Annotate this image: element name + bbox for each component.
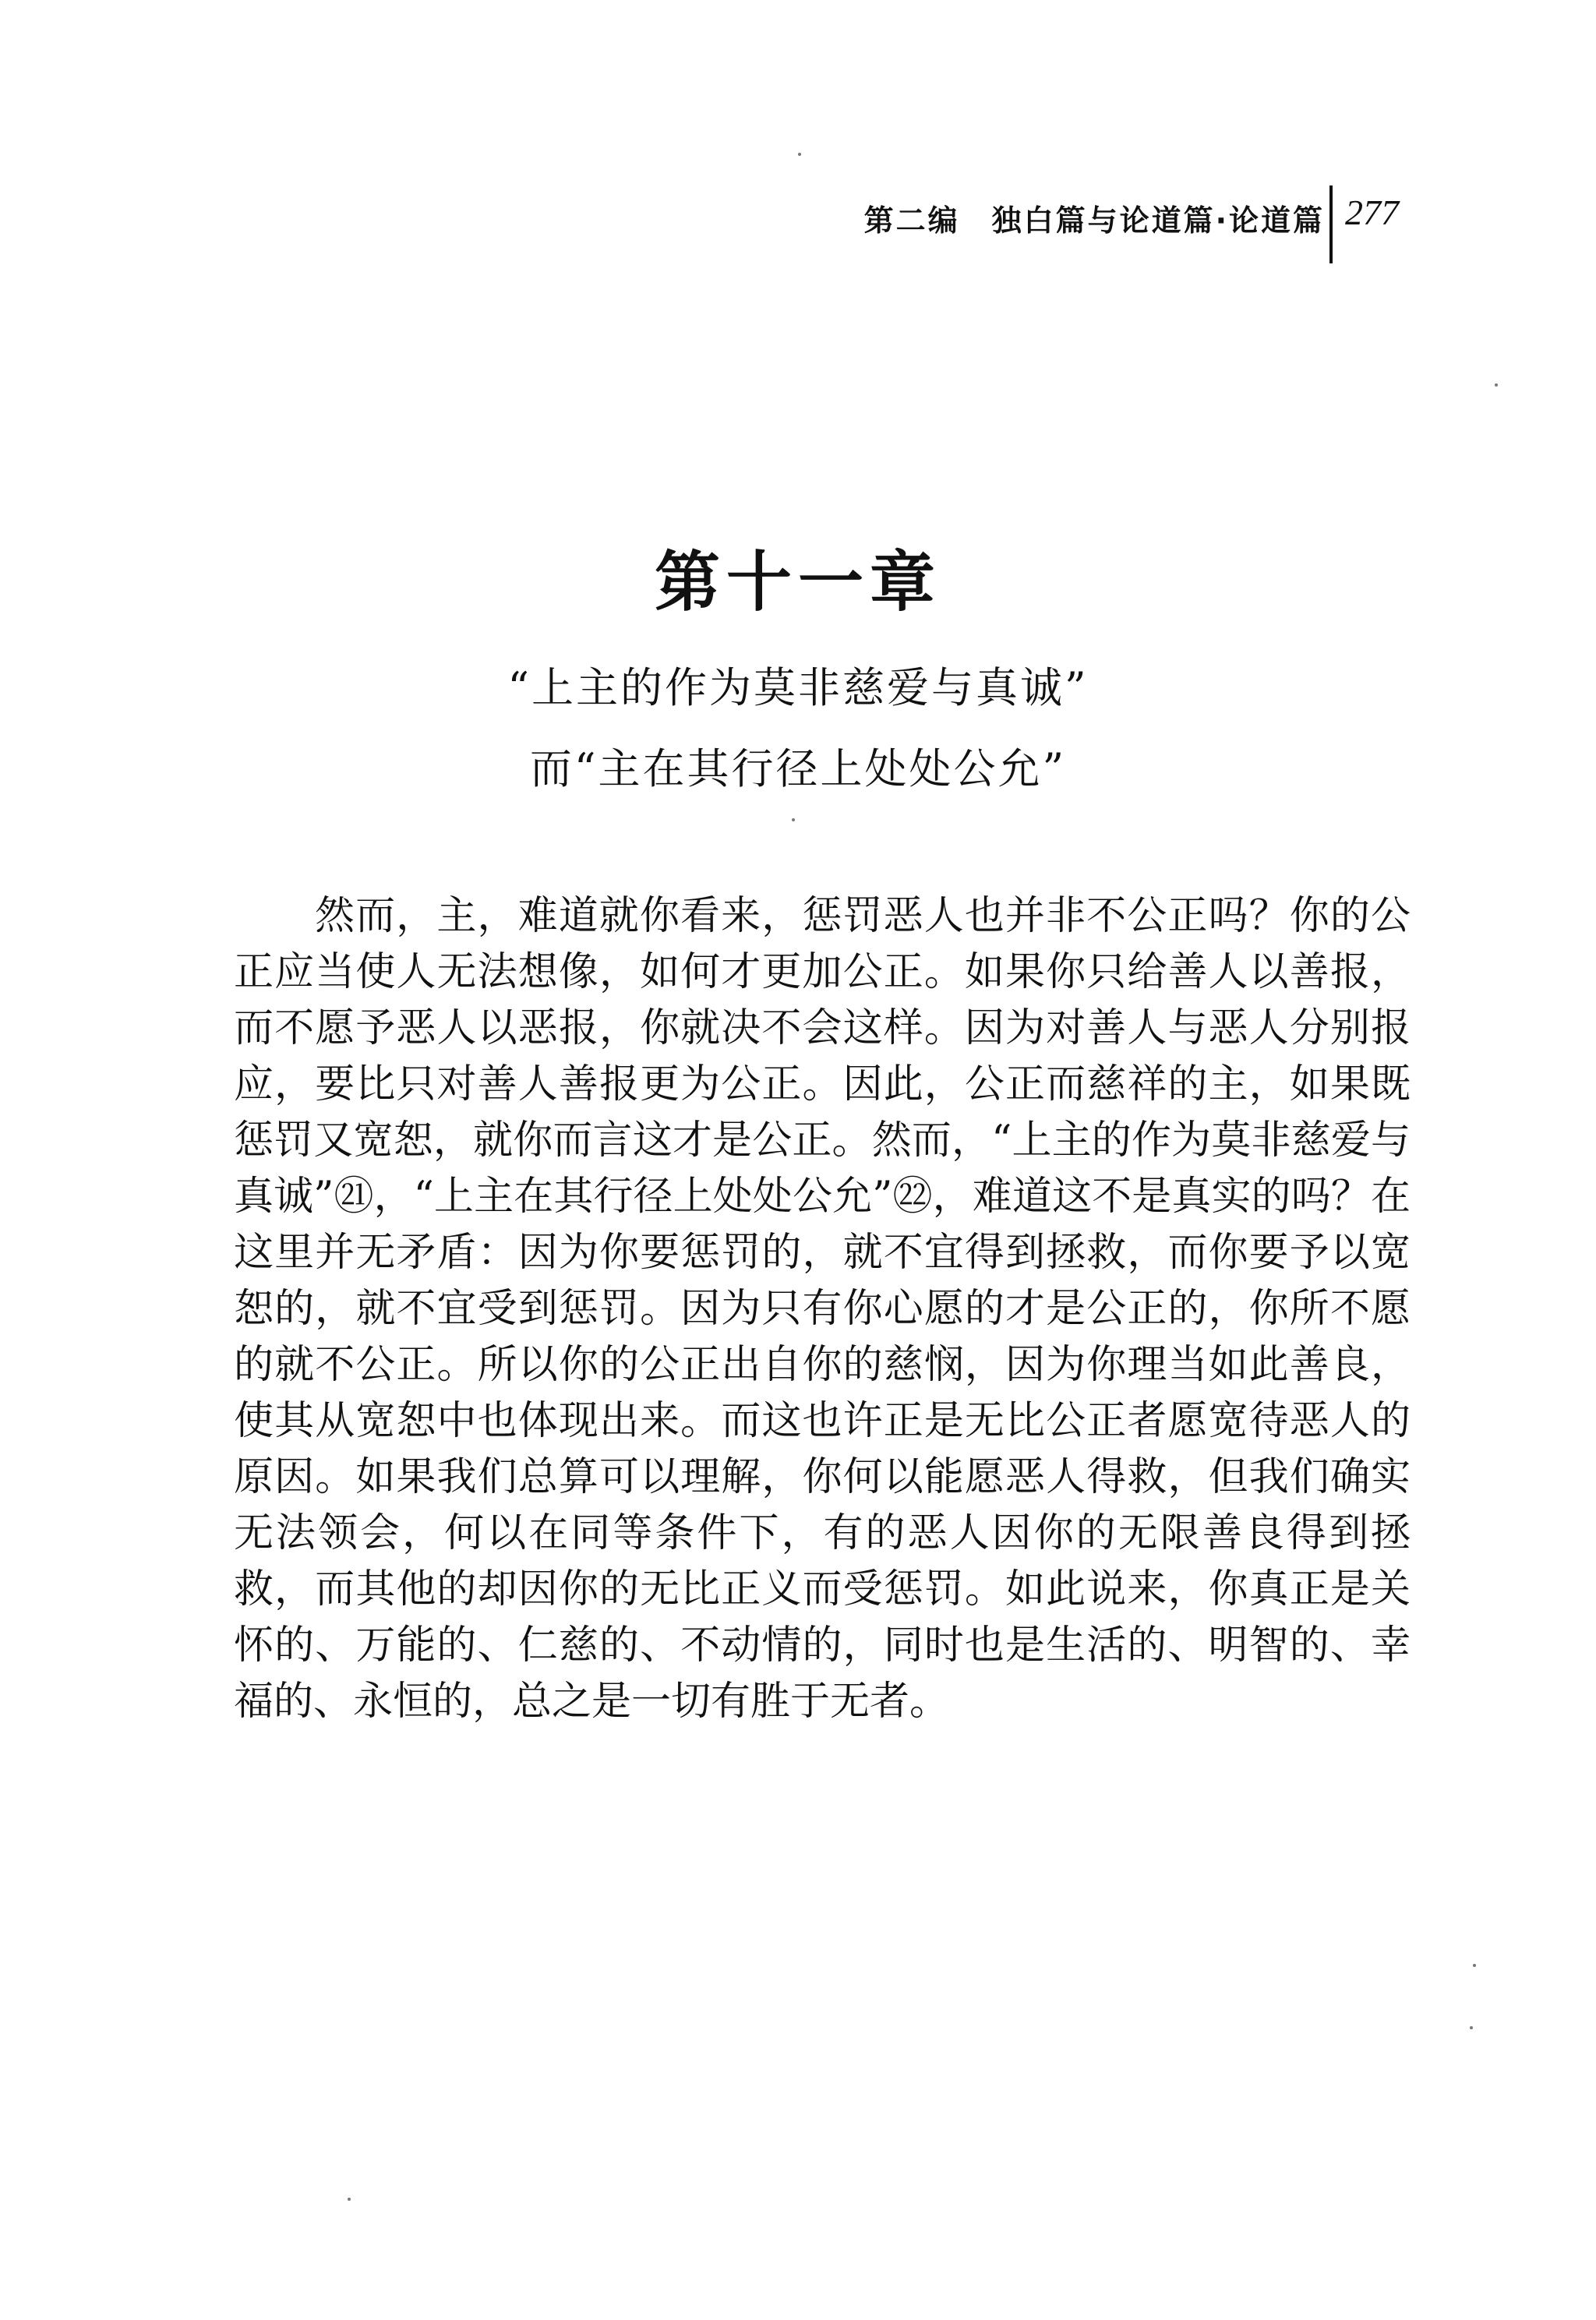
chapter-title: 第十一章 xyxy=(654,544,941,620)
running-header xyxy=(0,185,1596,271)
running-header-title: 第二编 独白篇与论道篇·论道篇 xyxy=(863,203,1325,238)
scan-speck xyxy=(798,153,801,156)
scan-speck xyxy=(1470,2026,1473,2029)
chapter-subtitle-line-2: 而“主在其行径上处处公允” xyxy=(529,744,1067,793)
header-divider xyxy=(1329,185,1333,263)
scan-speck xyxy=(348,2198,351,2201)
body-paragraph: 然而，主，难道就你看来，惩罚恶人也并非不公正吗？你的公正应当使人无法想像，如何才更加公正。如果你只给善人以善报，而不愿予恶人以恶报，你就决不会这样。因为对善人与恶人分别报应，要比只对善人善报更为公正。因此，公正而慈祥的主，如果既惩罚又宽恕，就你而言这才是公正。然而，“上主的作为莫非慈爱与真诚”㉑，“上主在其行径上处处公允”㉒，难道这不是真实的吗？在这里并无矛盾：因为你要惩罚的，就不宜得到拯救，而你要予以宽恕的，就不宜受到惩罚。因为只有你心愿的才是公正的，你所不愿的就不公正。所以你的公正出自你的慈悯，因为你理当如此善良，使其从宽恕中也体现出来。而这也许正是无比公正者愿宽待恶人的原因。如果我们总算可以理解，你何以能愿恶人得救，但我们确实无法领会，何以在同等条件下，有的恶人因你的无限善良得到拯救，而其他的却因你的无比正义而受惩罚。如此说来，你真正是关怀的、万能的、仁慈的、不动情的，同时也是生活的、明智的、幸福的、永恒的，总之是一切有胜于无者。 xyxy=(234,893,1411,1725)
scan-speck xyxy=(1473,1964,1476,1967)
scan-speck xyxy=(792,818,795,821)
scan-speck xyxy=(1495,383,1498,387)
page-number: 277 xyxy=(1345,192,1399,232)
chapter-subtitle-line-1: “上主的作为莫非慈爱与真诚” xyxy=(507,663,1089,712)
